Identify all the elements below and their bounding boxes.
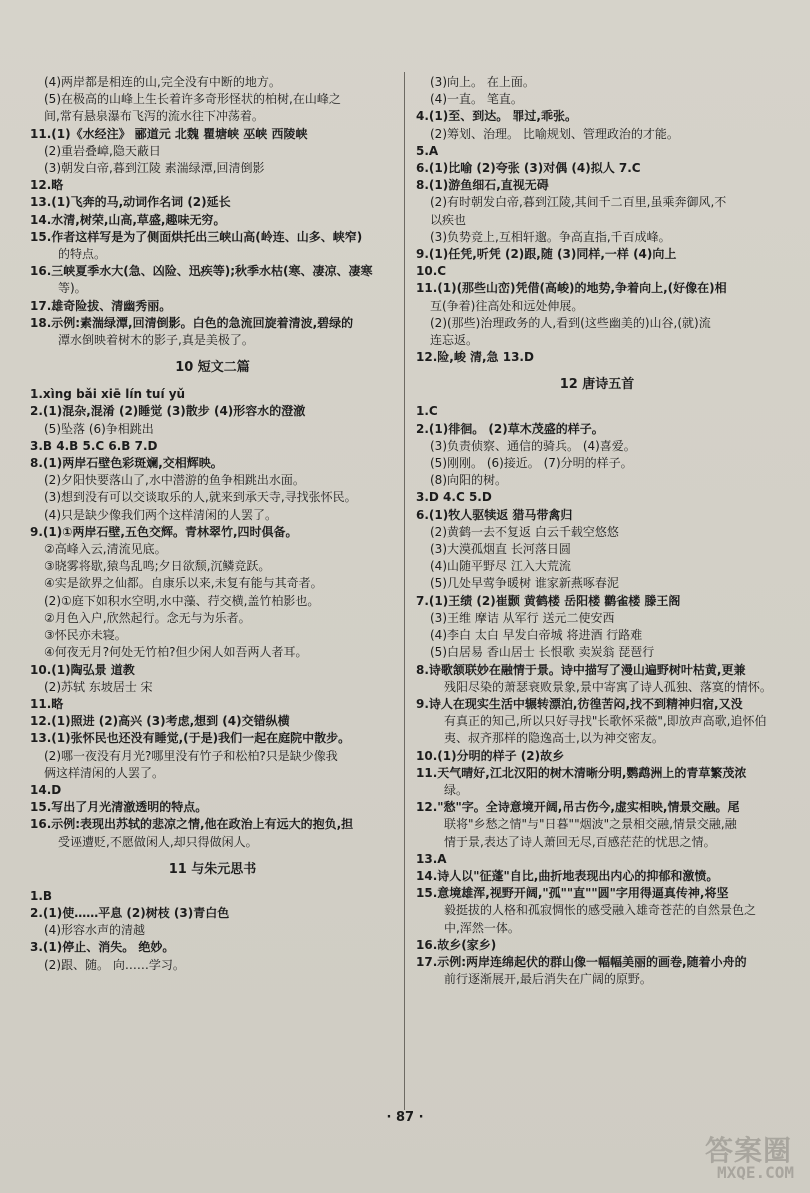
answer-line: 15.意境雄浑,视野开阔,"孤""直""圆"字用得逼真传神,将坚 — [416, 886, 729, 901]
answer-line: 情于景,表达了诗人萧回无尽,百感茫茫的忧思之情。 — [444, 834, 716, 849]
answer-line: 9.(1)任凭,听凭 (2)跟,随 (3)同样,一样 (4)向上 — [416, 247, 677, 262]
section-title: 10 短文二篇 — [175, 360, 250, 376]
answer-line: 14.D — [30, 782, 62, 797]
answer-line: 7.(1)王绩 (2)崔颢 黄鹤楼 岳阳楼 鹳雀楼 滕王阁 — [416, 593, 681, 608]
watermark-domain: MXQE.COM — [716, 1163, 794, 1182]
answer-line: 11.(1)《水经注》 郦道元 北魏 瞿塘峡 巫峡 西陵峡 — [30, 126, 308, 141]
answer-line: 3.D 4.C 5.D — [416, 490, 492, 505]
answer-line: 夷、叔齐那样的隐逸高士,以为神交密友。 — [444, 731, 664, 746]
answer-line: (2)哪一夜没有月光?哪里没有竹子和松柏?只是缺少像我 — [44, 748, 338, 763]
answer-line: 10.C — [416, 264, 447, 279]
answer-line: 13.(1)飞奔的马,动词作名词 (2)延长 — [30, 195, 231, 210]
answer-line: 10.(1)分明的样子 (2)故乡 — [416, 748, 565, 763]
answer-line: (5)几处早莺争暖树 谁家新燕啄春泥 — [430, 576, 619, 591]
answer-line: 互(争着)往高处和远处伸展。 — [430, 298, 584, 313]
answer-line: (3)王维 摩诘 从军行 送元二使安西 — [430, 610, 615, 625]
page-number: · 87 · — [386, 1110, 424, 1125]
answer-line: 受诬遭贬,不愿做闲人,却只得做闲人。 — [58, 834, 258, 849]
answer-line: (3)朝发白帝,暮到江陵 素湍绿潭,回清倒影 — [44, 161, 265, 176]
answer-line: 中,浑然一体。 — [444, 920, 520, 935]
answer-line: 12.(1)照进 (2)高兴 (3)考虑,想到 (4)交错纵横 — [30, 714, 290, 729]
answer-line: 1.B — [30, 888, 53, 903]
answer-line: (2)筹划、治理。 比喻规划、管理政治的才能。 — [430, 126, 679, 141]
answer-line: (5)刚刚。 (6)接近。 (7)分明的样子。 — [430, 456, 633, 471]
answer-line: 14.水清,树荣,山高,草盛,趣味无穷。 — [30, 212, 226, 227]
answer-line: 13.(1)张怀民也还没有睡觉,(于是)我们一起在庭院中散步。 — [30, 731, 351, 746]
section-title: 12 唐诗五首 — [559, 377, 635, 393]
answer-line: 6.(1)比喻 (2)夸张 (3)对偶 (4)拟人 7.C — [416, 161, 641, 176]
answer-line: 绿。 — [444, 782, 469, 797]
answer-line: ③晓雾将歇,猿鸟乱鸣;夕日欲颓,沉鳞竞跃。 — [44, 559, 271, 574]
answer-line: (2)黄鹤一去不复返 白云千载空悠悠 — [430, 524, 619, 539]
answer-line: (3)大漠孤烟直 长河落日圆 — [430, 542, 571, 557]
answer-line: (3)负责侦察、通信的骑兵。 (4)喜爱。 — [430, 438, 636, 453]
answer-line: 13.A — [416, 851, 447, 866]
answer-line: 12."愁"字。全诗意境开阔,吊古伤今,虚实相映,情景交融。尾 — [416, 800, 740, 815]
answer-line: (2)夕阳快要落山了,水中潜游的鱼争相跳出水面。 — [44, 473, 305, 488]
answer-line: 6.(1)牧人驱犊返 猎马带禽归 — [416, 507, 573, 522]
left-column — [30, 74, 395, 974]
answer-line: 16.示例:表现出苏轼的悲凉之情,他在政治上有远大的抱负,担 — [30, 817, 354, 832]
answer-line: 俩这样清闲的人罢了。 — [44, 765, 165, 780]
answer-line: 2.(1)混杂,混淆 (2)睡觉 (3)散步 (4)形容水的澄澈 — [30, 404, 306, 419]
answer-line: 1.C — [416, 404, 438, 419]
answer-line: 1.xìng bǎi xiē lín tuí yǔ — [30, 387, 186, 402]
answer-line: (8)向阳的树。 — [430, 473, 507, 488]
answer-line: 15.作者这样写是为了侧面烘托出三峡山高(岭连、山多、峡窄) — [30, 229, 363, 244]
answer-line: 3.B 4.B 5.C 6.B 7.D — [30, 438, 158, 453]
answer-line: 等)。 — [58, 281, 87, 296]
answer-line: (4)山随平野尽 江入大荒流 — [430, 559, 571, 574]
answer-line: 毅挺拔的人格和孤寂惆怅的感受融入雄奇苍茫的自然景色之 — [444, 903, 757, 918]
answer-line: (5)白居易 香山居士 长恨歌 卖炭翁 琵琶行 — [430, 645, 655, 660]
answer-line: 8.诗歌颔联妙在融情于景。诗中描写了漫山遍野树叶枯黄,更兼 — [416, 662, 746, 677]
answer-line: 10.(1)陶弘景 道教 — [30, 662, 135, 677]
answer-line: (2)(那些)治理政务的人,看到(这些幽美的)山谷,(就)流 — [430, 315, 711, 330]
watermark-text: 答案圈 — [704, 1134, 792, 1167]
watermark-logo — [670, 1125, 800, 1185]
answer-line: 有真正的知己,所以只好寻找"长歌怀采薇",即放声高歌,追怀伯 — [444, 714, 767, 729]
answer-line: 18.示例:素湍绿潭,回清倒影。白色的急流回旋着清波,碧绿的 — [30, 315, 354, 330]
answer-line: 15.写出了月光清澈透明的特点。 — [30, 800, 208, 815]
answer-line: (4)一直。 笔直。 — [430, 92, 523, 107]
answer-line: 潭水倒映着树木的影子,真是美极了。 — [58, 333, 254, 348]
answer-line: 17.雄奇险拔、清幽秀丽。 — [30, 298, 172, 313]
answer-line: (5)在极高的山峰上生长着许多奇形怪状的柏树,在山峰之 — [44, 92, 341, 107]
answer-line: 16.三峡夏季水大(急、凶险、迅疾等);秋季水枯(寒、凄凉、凄寒 — [30, 264, 373, 279]
answer-line: ④实是欲界之仙都。自康乐以来,未复有能与其奇者。 — [44, 576, 323, 591]
answer-line: 11.(1)(那些山峦)凭借(高峻)的地势,争着向上,(好像在)相 — [416, 281, 727, 296]
answer-line: (3)向上。 在上面。 — [430, 75, 535, 89]
answer-line: (4)李白 太白 早发白帝城 将进酒 行路难 — [430, 628, 643, 643]
answer-line: 9.诗人在现实生活中辗转漂泊,彷徨苦闷,找不到精神归宿,又没 — [416, 696, 743, 711]
answer-line: (2)苏轼 东坡居士 宋 — [44, 679, 153, 694]
answer-line: 2.(1)使……平息 (2)树枝 (3)青白色 — [30, 905, 230, 920]
answer-line: (3)负势竞上,互相轩邈。争高直指,千百成峰。 — [430, 229, 671, 244]
answer-line: 5.A — [416, 143, 439, 158]
answer-line: 16.故乡(家乡) — [416, 937, 497, 952]
answer-line: (5)坠落 (6)争相跳出 — [44, 421, 154, 436]
answer-line: 间,常有悬泉瀑布飞泻的流水往下冲荡着。 — [44, 109, 264, 124]
answer-line: ④何夜无月?何处无竹柏?但少闲人如吾两人者耳。 — [44, 645, 308, 660]
answer-line: 前行逐渐展开,最后消失在广阔的原野。 — [444, 972, 652, 987]
answer-line: ②月色入户,欣然起行。念无与为乐者。 — [44, 610, 251, 625]
answer-line: ②高峰入云,清流见底。 — [44, 542, 167, 557]
section-title: 11 与朱元思书 — [168, 861, 257, 877]
answer-line: 12.险,峻 清,急 13.D — [416, 350, 534, 365]
answer-line: (2)有时朝发白帝,暮到江陵,其间千二百里,虽乘奔御风,不 — [430, 195, 727, 210]
answer-line: 12.略 — [30, 178, 64, 193]
answer-line: 4.(1)至、到达。 罪过,乖张。 — [416, 109, 577, 124]
answer-line: (4)只是缺少像我们两个这样清闲的人罢了。 — [44, 507, 277, 522]
column-divider — [404, 72, 405, 1110]
answer-line: (4)形容水声的清越 — [44, 923, 145, 938]
answer-line: 11.天气晴好,江北汉阳的树木清晰分明,鹦鹉洲上的青草繁茂浓 — [416, 765, 747, 780]
answer-line: 8.(1)两岸石壁色彩斑斓,交相辉映。 — [30, 456, 223, 471]
answer-line: (3)想到没有可以交谈取乐的人,就来到承天寺,寻找张怀民。 — [44, 490, 357, 505]
answer-line: ③怀民亦未寝。 — [44, 628, 127, 643]
answer-line: (4)两岸都是相连的山,完全没有中断的地方。 — [44, 75, 281, 89]
answer-line: 2.(1)徘徊。 (2)草木茂盛的样子。 — [416, 421, 604, 436]
answer-line: 连忘返。 — [430, 333, 479, 348]
answer-line: 的特点。 — [58, 247, 107, 262]
right-column — [416, 74, 778, 988]
answer-line: (2)跟、随。 向……学习。 — [44, 957, 185, 972]
answer-line: 11.略 — [30, 696, 64, 711]
answer-line: (2)重岩叠嶂,隐天蔽日 — [44, 143, 161, 158]
answer-line: 8.(1)游鱼细石,直视无碍 — [416, 178, 549, 193]
answer-line: (2)①庭下如积水空明,水中藻、荇交横,盖竹柏影也。 — [44, 593, 320, 608]
answer-line: 联将"乡愁之情"与"日暮""烟波"之景相交融,情景交融,融 — [444, 817, 737, 832]
answer-line: 17.示例:两岸连绵起伏的群山像一幅幅美丽的画卷,随着小舟的 — [416, 954, 747, 969]
answer-line: 以疾也 — [430, 212, 467, 227]
answer-line: 14.诗人以"征蓬"自比,曲折地表现出内心的抑郁和激愤。 — [416, 868, 719, 883]
answer-line: 3.(1)停止、消失。 绝妙。 — [30, 940, 175, 955]
answer-line: 9.(1)①两岸石壁,五色交辉。青林翠竹,四时俱备。 — [30, 524, 298, 539]
answer-line: 残阳尽染的萧瑟衰败景象,景中寄寓了诗人孤独、落寞的情怀。 — [444, 679, 772, 694]
